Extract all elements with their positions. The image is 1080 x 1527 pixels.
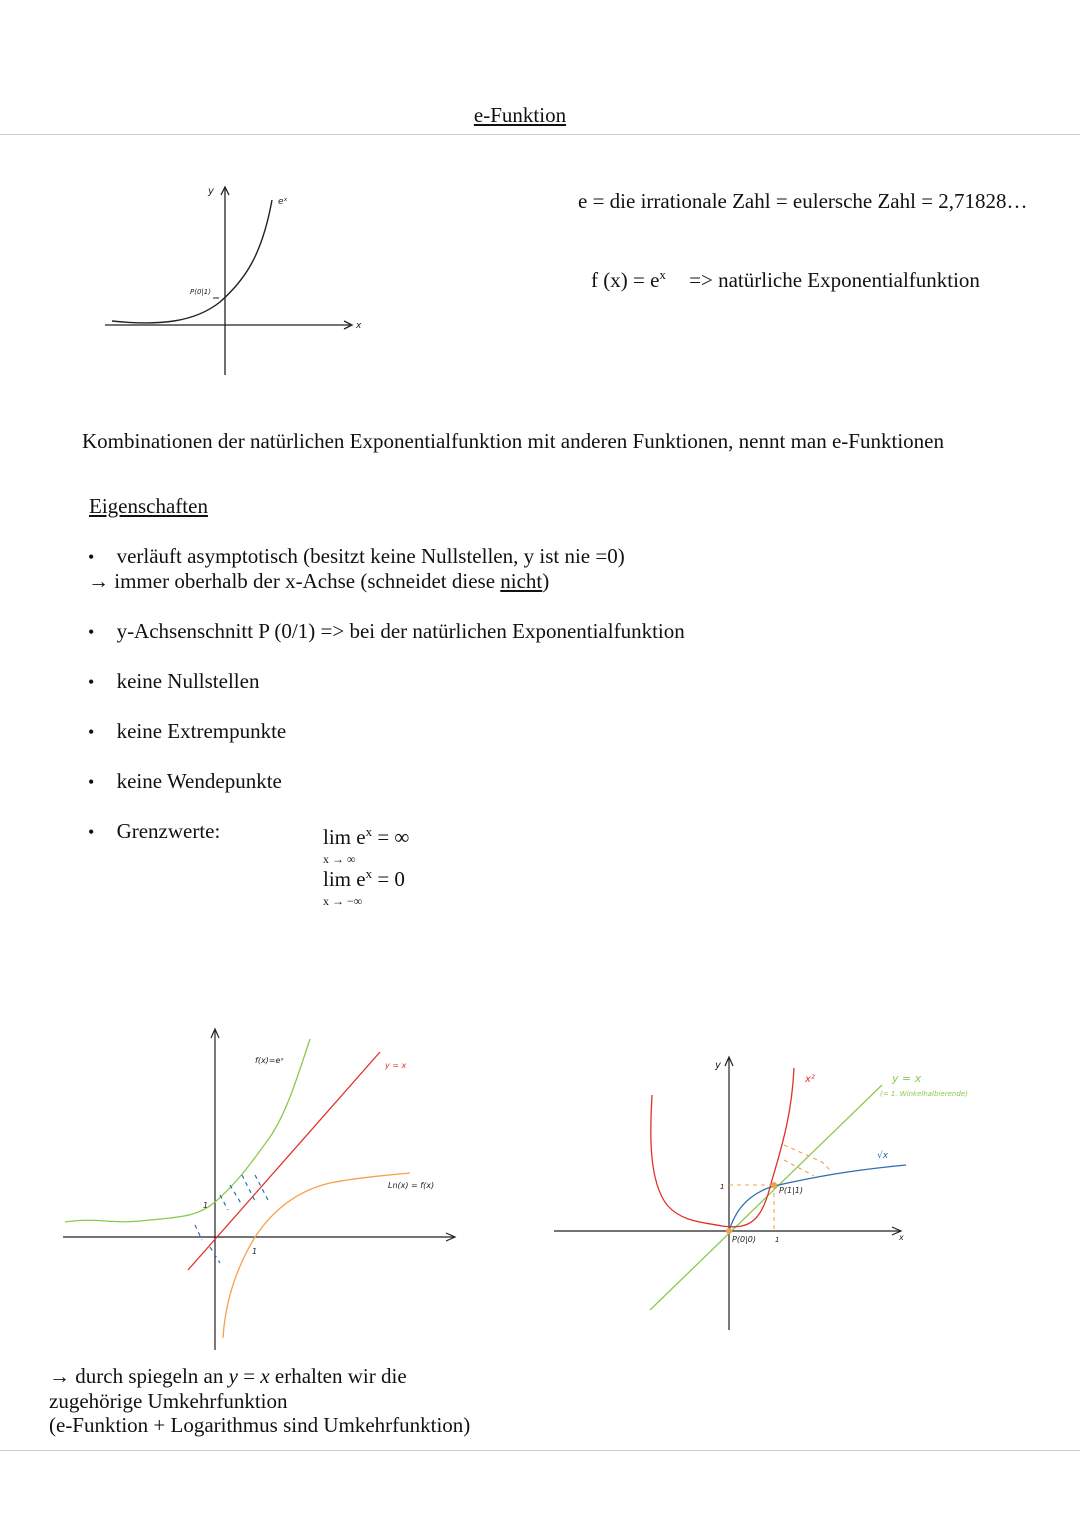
property-text-5: keine Wendepunkte [116, 769, 282, 793]
graph2-f-label: f(x)=eˣ [255, 1056, 284, 1065]
graph1-point-label: P(0|1) [190, 288, 211, 296]
graph3-tick-x: 1 [775, 1236, 780, 1244]
limit-2-result: = 0 [372, 867, 405, 891]
f-definition-left: f (x) = e [591, 268, 660, 292]
conclusion-pre: → durch spiegeln an [49, 1364, 229, 1388]
bullet: • [88, 822, 95, 842]
line-y-equals-x-green [650, 1085, 882, 1310]
graph3-tick-y: 1 [720, 1183, 725, 1191]
graph2-line-label: y = x [385, 1061, 407, 1070]
graph2-ln-label: Ln(x) = f(x) [388, 1181, 435, 1190]
graph3-p00-label: P(0|0) [732, 1235, 756, 1244]
property-cont-text: → immer oberhalb der x-Achse (schneidet diese [88, 569, 501, 593]
bullet: • [88, 722, 95, 742]
property-item-5 [88, 769, 282, 794]
limit-1-sub: x → ∞ [323, 852, 356, 866]
bullet: • [88, 772, 95, 792]
property-item-1 [88, 544, 625, 569]
top-rule [0, 134, 1080, 135]
bullet: • [88, 622, 95, 642]
x-squared-curve [651, 1068, 794, 1227]
conclusion-eq: = [237, 1364, 261, 1388]
graph3-line-label: y = x [892, 1072, 922, 1085]
exp-curve-green [65, 1039, 310, 1222]
inverse-graph [60, 1025, 460, 1355]
p11-point [771, 1182, 777, 1188]
limit-2-exp: x [365, 866, 373, 881]
power-graph [552, 1050, 1022, 1335]
property-item-6 [88, 819, 220, 844]
combinations-text: Kombinationen der natürlichen Exponentialfunktion mit anderen Funktionen, nennt man e-Funktionen [82, 429, 944, 453]
graph2-tick-x: 1 [252, 1247, 258, 1256]
graph3-y-label: y [715, 1060, 721, 1071]
sqrt-curve [729, 1165, 906, 1231]
graph1-y-label: y [208, 186, 214, 197]
limit-2 [323, 866, 405, 892]
graph3-sqrt-label: √x [877, 1151, 889, 1161]
property-item-4 [88, 719, 286, 744]
conclusion-line-2: zugehörige Umkehrfunktion [49, 1389, 288, 1413]
property-item-3 [88, 669, 259, 694]
bottom-rule [0, 1450, 1080, 1451]
property-text-6: Grenzwerte: [116, 819, 221, 843]
property-text-1: verläuft asymptotisch (besitzt keine Nullstellen, y ist nie =0) [116, 544, 625, 568]
property-cont-end: ) [542, 569, 550, 593]
conclusion-post: erhalten wir die [269, 1364, 407, 1388]
exp-graph [100, 180, 370, 380]
limit-1-exp: x [365, 824, 373, 839]
limit-2-main: lim e [323, 867, 366, 891]
underlined-nicht: nicht [500, 569, 543, 593]
graph2-tick-y: 1 [203, 1201, 209, 1210]
page-title: e-Funktion [473, 103, 567, 127]
graph3-x-label: x [899, 1233, 904, 1242]
conclusion-line-1 [49, 1364, 407, 1389]
conclusion-y: y [228, 1364, 238, 1388]
graph1-curve-label: eˣ [278, 197, 288, 207]
bullet: • [88, 672, 95, 692]
graph1-x-label: x [356, 321, 362, 331]
f-definition [591, 267, 980, 293]
f-definition-exp: x [659, 267, 666, 282]
properties-heading: Eigenschaften [89, 494, 208, 518]
property-item-1-cont [88, 569, 549, 594]
limit-1-main: lim e [323, 825, 366, 849]
property-text-2: y-Achsenschnitt P (0/1) => bei der natürlichen Exponentialfunktion [116, 619, 685, 643]
limit-2-sub: x → −∞ [323, 894, 363, 908]
graph3-x2-label: x² [805, 1074, 815, 1085]
graph3-p11-label: P(1|1) [779, 1186, 803, 1195]
limit-1-result: = ∞ [372, 825, 410, 849]
bullet: • [88, 547, 95, 567]
conclusion-line-3: (e-Funktion + Logarithmus sind Umkehrfunktion) [49, 1413, 471, 1437]
exp-curve [112, 200, 272, 323]
conclusion-x: x [260, 1364, 270, 1388]
property-text-4: keine Extrempunkte [116, 719, 287, 743]
property-item-2 [88, 619, 685, 644]
p00-point [726, 1228, 732, 1234]
e-definition: e = die irrationale Zahl = eulersche Zahl = 2,71828… [578, 189, 1028, 213]
property-text-3: keine Nullstellen [116, 669, 260, 693]
f-definition-right: => natürliche Exponentialfunktion [689, 268, 980, 292]
graph3-line-note: (= 1. Winkelhalbierende) [880, 1090, 968, 1098]
limit-1 [323, 824, 409, 850]
